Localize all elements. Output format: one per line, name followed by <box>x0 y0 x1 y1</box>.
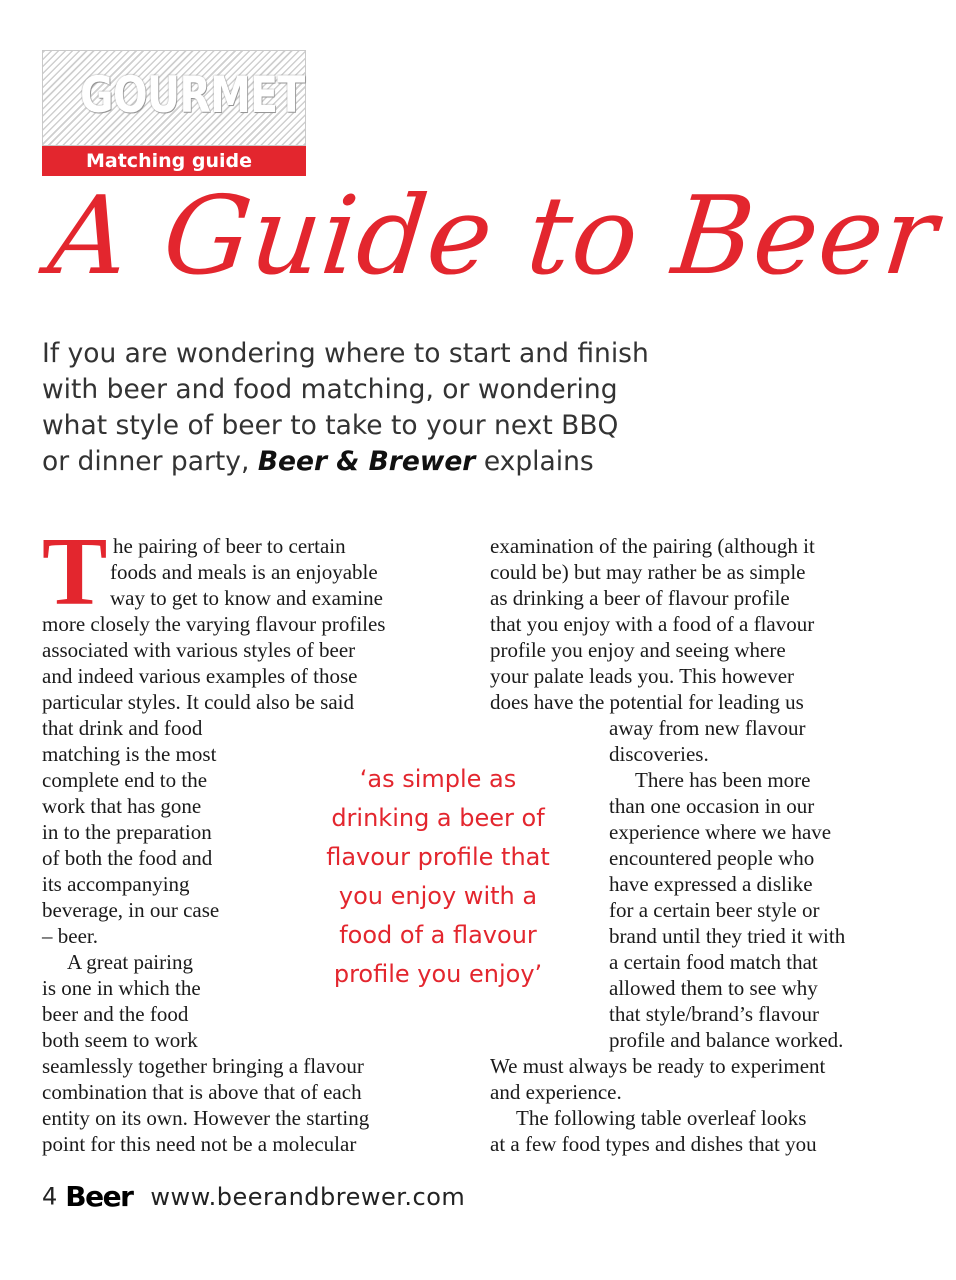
article-line: more closely the varying flavour profiles <box>42 612 386 636</box>
article-line: discoveries. <box>609 742 709 766</box>
article-line: your palate leads you. This however <box>490 664 795 688</box>
article-line: at a few food types and dishes that you <box>490 1132 817 1156</box>
drop-cap: T <box>42 518 108 626</box>
article-line: could be) but may rather be as simple <box>490 560 806 584</box>
article-line: both seem to work <box>42 1028 198 1052</box>
article-line: There has been more <box>635 768 811 792</box>
article-line: work that has gone <box>42 794 202 818</box>
article-line: – beer. <box>42 924 98 948</box>
article-line: that you enjoy with a food of a flavour <box>490 612 815 636</box>
article-line: is one in which the <box>42 976 201 1000</box>
standfirst <box>42 336 802 480</box>
article-line: A great pairing <box>67 950 193 974</box>
article-line: We must always be ready to experiment <box>490 1054 826 1078</box>
article-line: allowed them to see why <box>609 976 818 1000</box>
pull-quote-line: you enjoy with a <box>338 882 538 910</box>
pull-quote-line: flavour profile that <box>326 843 550 871</box>
article-line: brand until they tried it with <box>609 924 846 948</box>
article-line: that drink and food <box>42 716 203 740</box>
pull-quote-line: profile you enjoy’ <box>333 960 543 988</box>
article-line: point for this need not be a molecular <box>42 1132 357 1156</box>
article-line: particular styles. It could also be said <box>42 690 354 714</box>
pull-quote-line: food of a flavour <box>339 921 537 949</box>
section-subtitle: Matching guide <box>42 146 306 176</box>
article-line: profile and balance worked. <box>609 1028 844 1052</box>
article-line: does have the potential for leading us <box>490 690 804 714</box>
pull-quote-line: ‘as simple as <box>359 765 517 793</box>
article-line: in to the preparation <box>42 820 212 844</box>
article-line: beer and the food <box>42 1002 189 1026</box>
article-line: of both the food and <box>42 846 213 870</box>
standfirst-line <box>42 444 802 480</box>
standfirst-line: with beer and food matching, or wondering <box>42 374 618 405</box>
article-line: foods and meals is an enjoyable <box>110 560 378 584</box>
article-line: a certain food match that <box>609 950 818 974</box>
article-line: and indeed various examples of those <box>42 664 358 688</box>
section-title: GOURMET <box>80 66 305 124</box>
article-line: than one occasion in our <box>609 794 815 818</box>
website-url: www.beerandbrewer.com <box>150 1182 466 1211</box>
article-line: have expressed a dislike <box>609 872 813 896</box>
article-line: examination of the pairing (although it <box>490 534 815 558</box>
article-line: The following table overleaf looks <box>516 1106 807 1130</box>
standfirst-line: If you are wondering where to start and finish <box>42 338 649 369</box>
article-line: for a certain beer style or <box>609 898 820 922</box>
article-line: complete end to the <box>42 768 208 792</box>
article-line: and experience. <box>490 1080 622 1104</box>
standfirst-suffix: explains <box>483 446 594 477</box>
article-line: beverage, in our case <box>42 898 220 922</box>
article-line: combination that is above that of each <box>42 1080 362 1104</box>
pull-quote-line: drinking a beer of <box>331 804 545 832</box>
article-line: profile you enjoy and seeing where <box>490 638 786 662</box>
page-footer <box>42 1180 465 1220</box>
page-title: A Guide to Beer <box>43 174 944 299</box>
page-number: 4 <box>42 1182 58 1211</box>
article-line: entity on its own. However the starting <box>42 1106 370 1130</box>
article-line: he pairing of beer to certain <box>113 534 346 558</box>
article-line: way to get to know and examine <box>110 586 383 610</box>
pull-quote <box>292 760 584 994</box>
article-line: associated with various styles of beer <box>42 638 356 662</box>
article-line: its accompanying <box>42 872 190 896</box>
article-line: experience where we have <box>609 820 832 844</box>
article-line: away from new flavour <box>609 716 806 740</box>
standfirst-prefix: or dinner party, <box>42 446 250 477</box>
article-line: seamlessly together bringing a flavour <box>42 1054 364 1078</box>
magazine-logo: Beer <box>65 1180 133 1213</box>
article-line: encountered people who <box>609 846 815 870</box>
standfirst-line: what style of beer to take to your next BBQ <box>42 410 619 441</box>
article-line: that style/brand’s flavour <box>609 1002 819 1026</box>
brand-name: Beer & Brewer <box>257 446 476 477</box>
article-line: as drinking a beer of flavour profile <box>490 586 790 610</box>
article-line: matching is the most <box>42 742 217 766</box>
